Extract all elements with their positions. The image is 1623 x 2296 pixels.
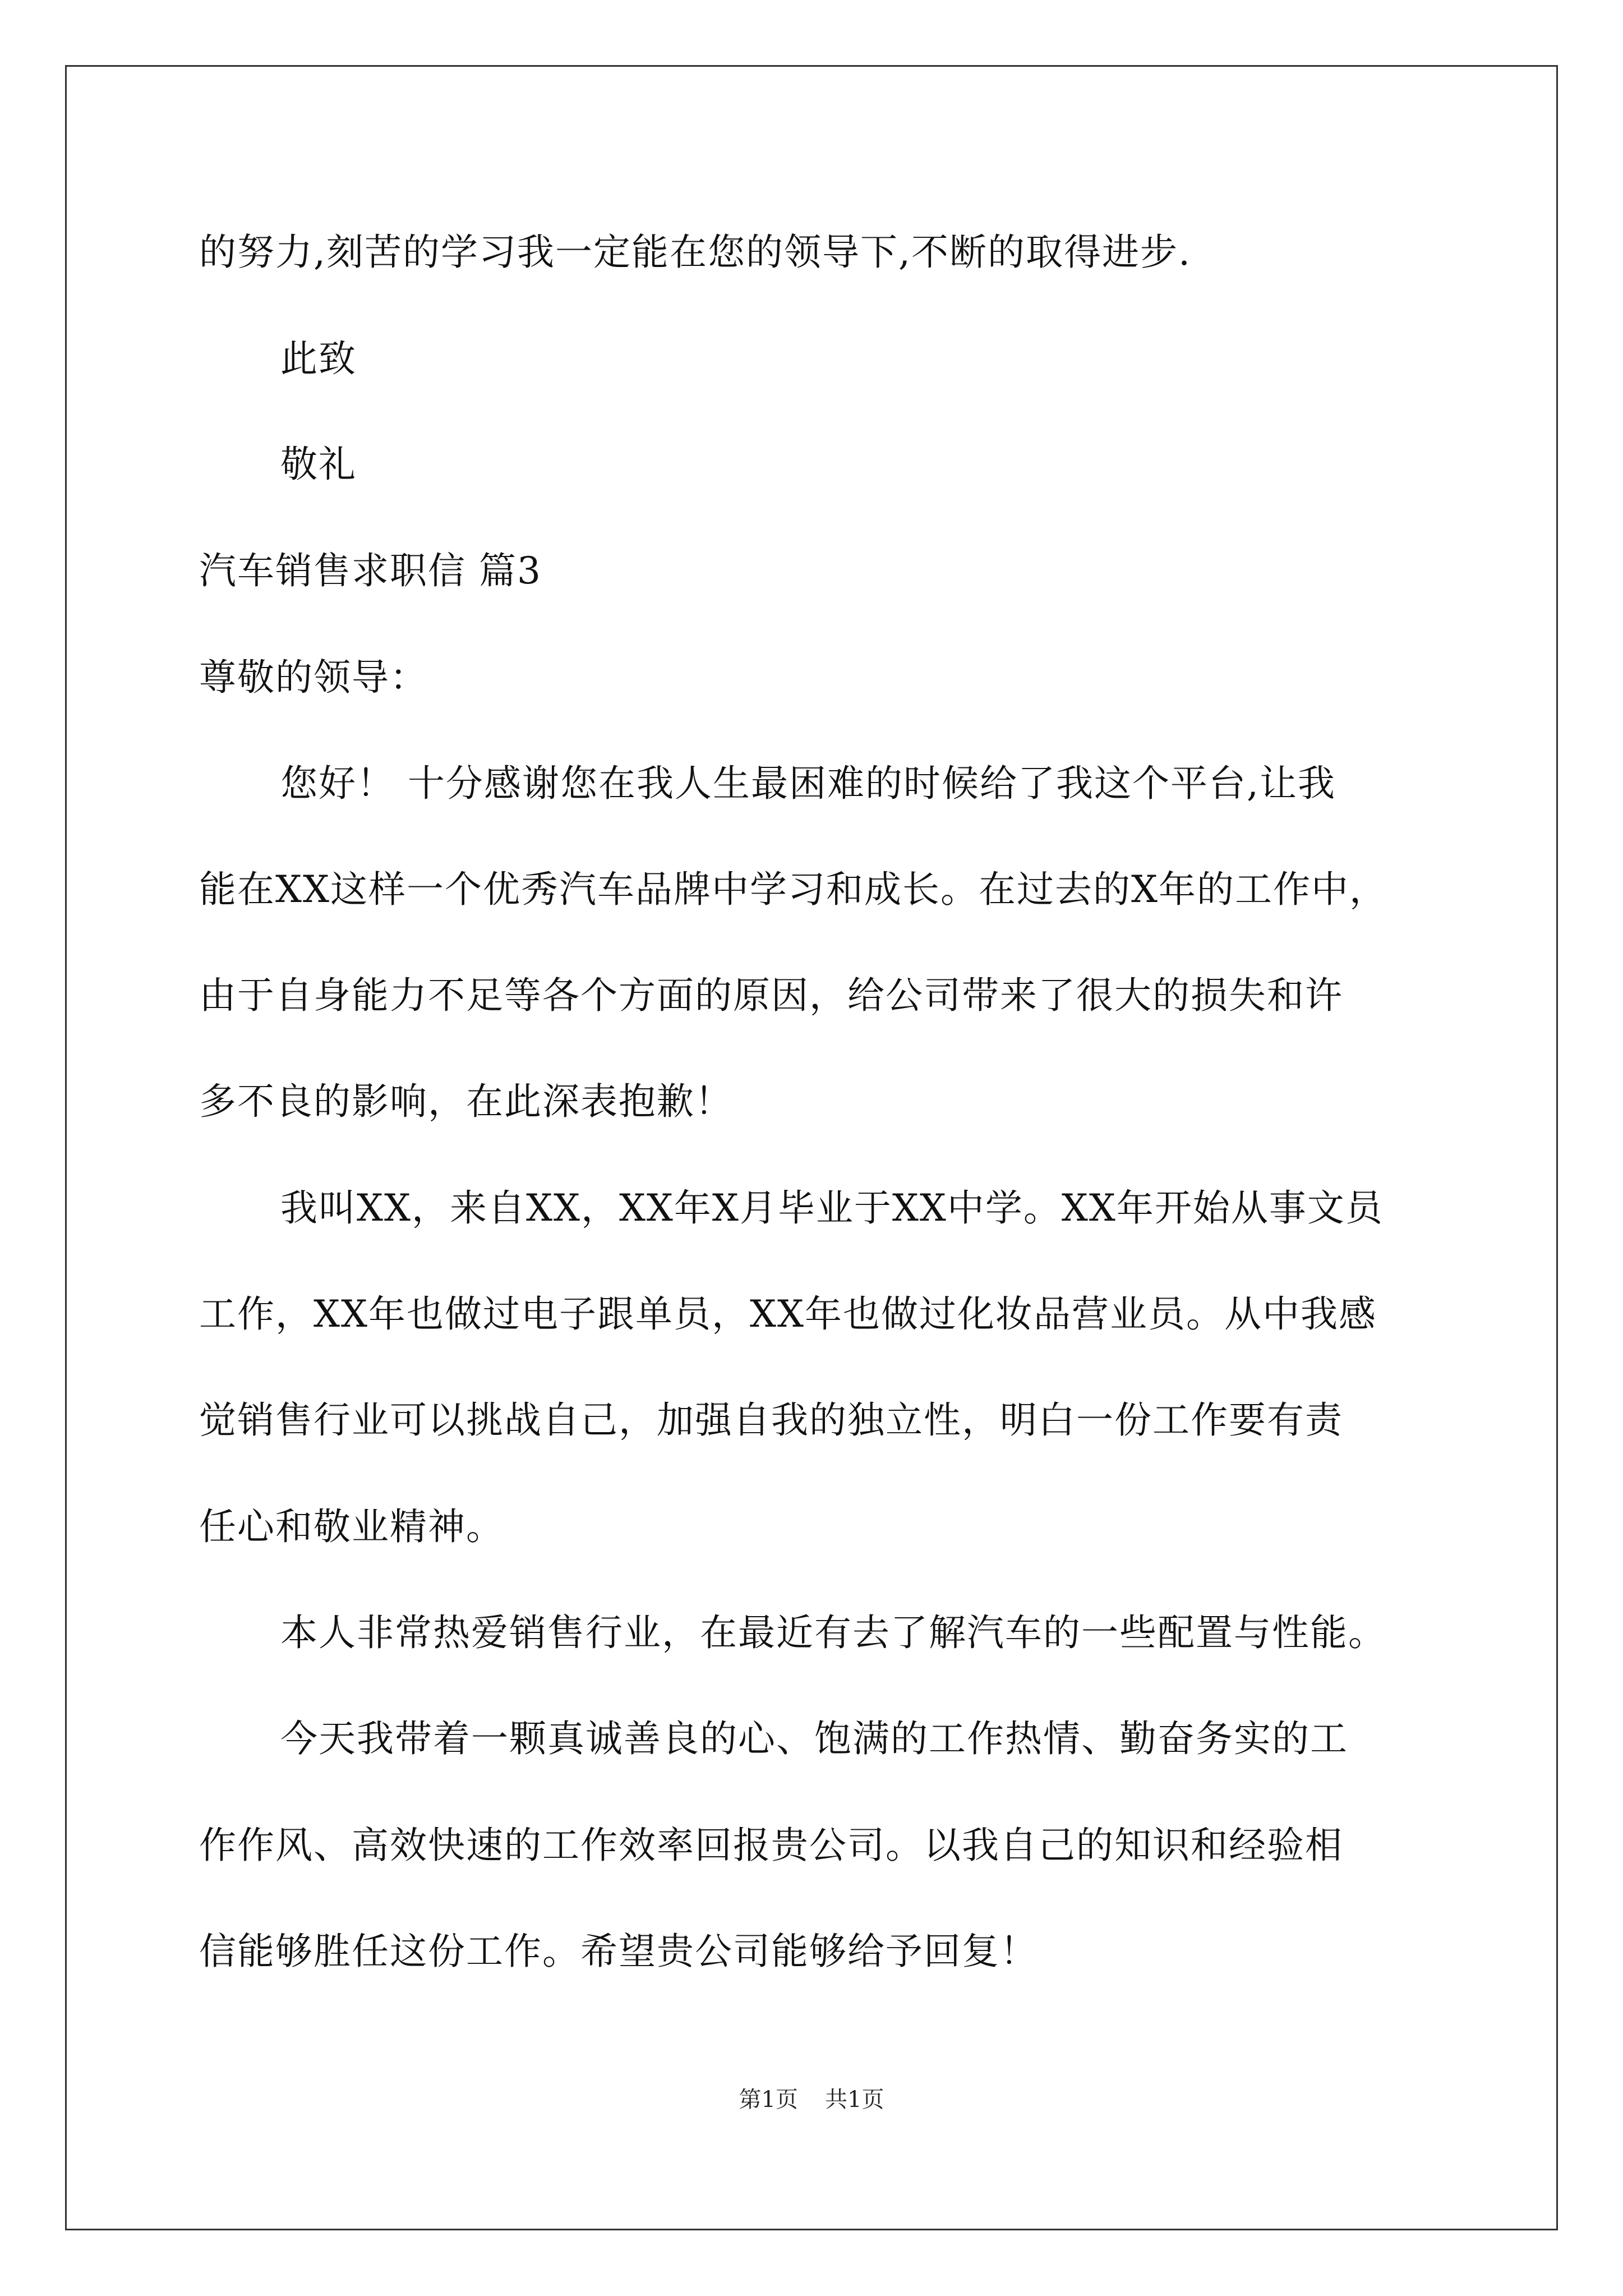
paragraph-4-line-2: 作作风、高效快速的工作效率回报贵公司。以我自己的知识和经验相 bbox=[199, 1824, 1343, 1867]
paragraph-2-line-4: 任心和敬业精神。 bbox=[199, 1505, 504, 1548]
paragraph-3-line-1: 本人非常热爱销售行业，在最近有去了解汽车的一些配置与性能。 bbox=[280, 1611, 1386, 1654]
paragraph-1-line-4: 多不良的影响，在此深表抱歉！ bbox=[199, 1080, 733, 1123]
paragraph-2-line-1: 我叫XX，来自XX，XX年X月毕业于XX中学。XX年开始从事文员 bbox=[280, 1186, 1384, 1230]
closing-regards: 敬礼 bbox=[280, 443, 357, 486]
section-title: 汽车销售求职信 篇3 bbox=[199, 549, 542, 592]
page-footer bbox=[0, 2086, 1623, 2114]
page-border bbox=[65, 65, 1558, 2230]
text-line-1: 的努力,刻苦的学习我一定能在您的领导下,不断的取得进步. bbox=[199, 231, 1191, 274]
paragraph-1-line-2: 能在XX这样一个优秀汽车品牌中学习和成长。在过去的X年的工作中， bbox=[199, 868, 1387, 911]
paragraph-1-line-3: 由于自身能力不足等各个方面的原因，给公司带来了很大的损失和许 bbox=[199, 974, 1343, 1017]
page-number: 第1页 bbox=[739, 2087, 798, 2113]
paragraph-2-line-2: 工作，XX年也做过电子跟单员，XX年也做过化妆品营业员。从中我感 bbox=[199, 1292, 1377, 1336]
greeting: 尊敬的领导： bbox=[199, 656, 428, 699]
paragraph-4-line-1: 今天我带着一颗真诚善良的心、饱满的工作热情、勤奋务实的工 bbox=[280, 1717, 1348, 1760]
paragraph-4-line-3: 信能够胜任这份工作。希望贵公司能够给予回复！ bbox=[199, 1930, 1038, 1973]
paragraph-2-line-3: 觉销售行业可以挑战自己，加强自我的独立性，明白一份工作要有责 bbox=[199, 1398, 1343, 1442]
page-total: 共1页 bbox=[825, 2087, 884, 2113]
closing-salutation: 此致 bbox=[280, 337, 357, 380]
paragraph-1-line-1: 您好！ 十分感谢您在我人生最困难的时候给了我这个平台,让我 bbox=[280, 762, 1336, 805]
